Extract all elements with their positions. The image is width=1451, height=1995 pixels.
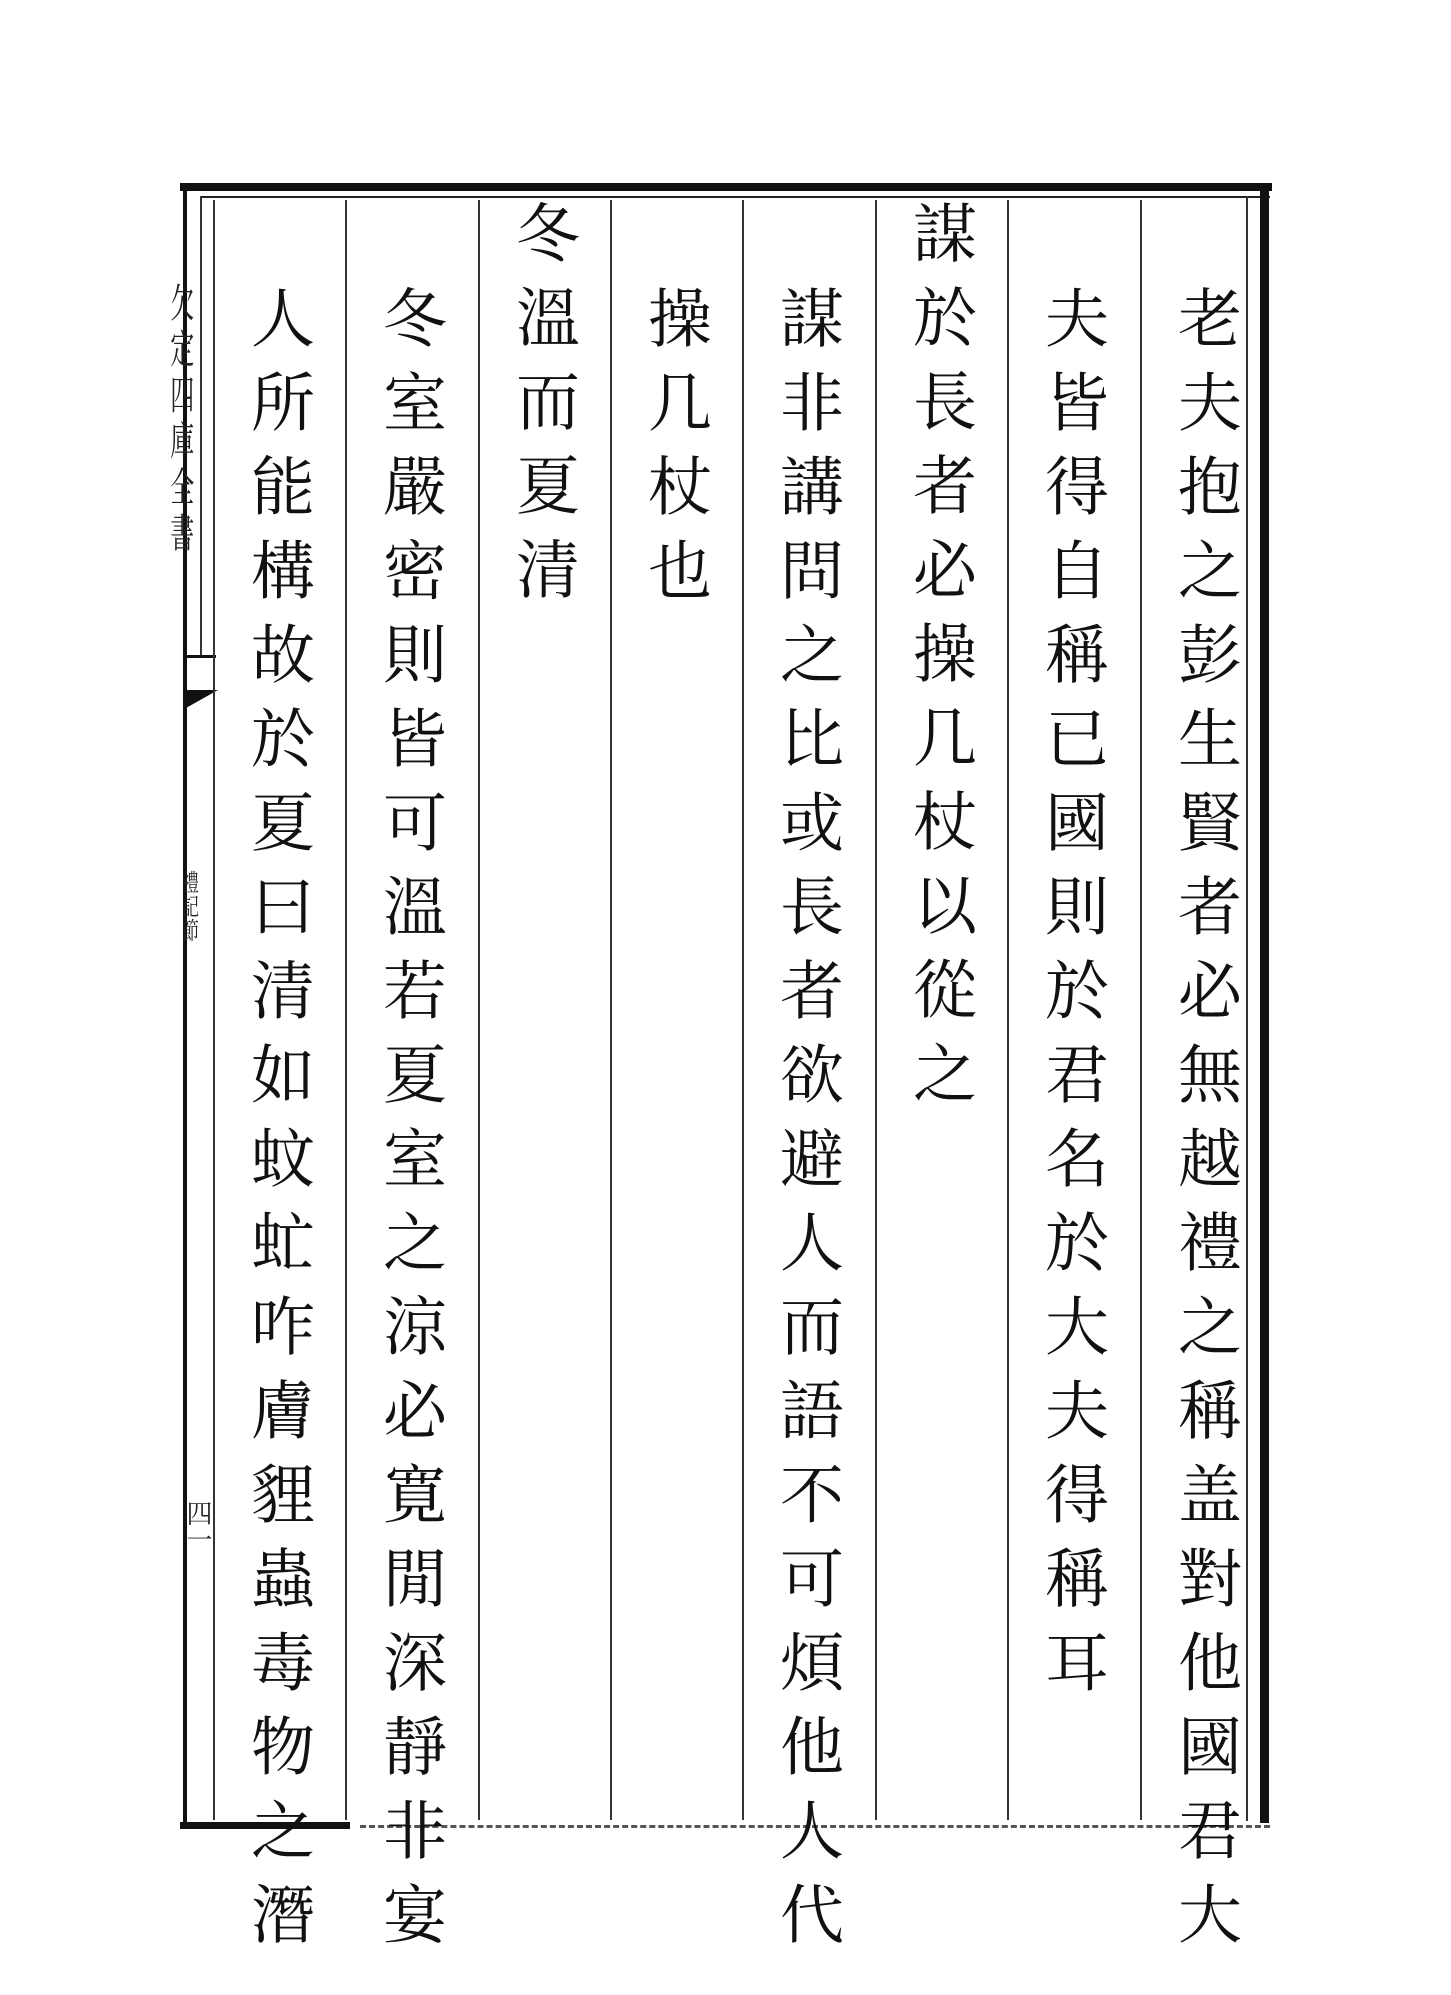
text-column-4: 謀非講問之比或長者欲避人而語不可煩他人代	[769, 285, 843, 1965]
text-column-5: 操几杖也	[637, 285, 711, 621]
text-column-2: 夫皆得自稱已國則於君名於大夫得稱耳	[1034, 285, 1108, 1713]
column-divider	[478, 200, 480, 1820]
text-column-1: 老夫抱之彭生賢者必無越禮之稱盖對他國君大	[1167, 285, 1241, 1965]
column-divider	[1007, 200, 1009, 1820]
frame-left-inner-border	[200, 196, 202, 656]
text-column-6: 冬溫而夏清	[505, 200, 579, 620]
fold-page-number: 四一	[182, 1500, 212, 1552]
column-divider	[1140, 200, 1142, 1820]
frame-top-border	[180, 183, 1272, 191]
column-divider	[213, 200, 215, 1820]
fold-title: 禮記節	[179, 870, 199, 942]
column-divider	[875, 200, 877, 1820]
column-divider	[610, 200, 612, 1820]
text-column-3: 謀於長者必操几杖以從之	[902, 200, 976, 1124]
text-column-7: 冬室嚴密則皆可溫若夏室之涼必寛閒深靜非宴	[372, 285, 446, 1965]
column-divider	[345, 200, 347, 1820]
text-column-8: 人所能構故於夏曰清如蚊虻咋膚貍蟲毒物之潛	[240, 285, 314, 1965]
frame-right-border	[1260, 183, 1269, 1823]
fish-tail-rule	[186, 655, 216, 658]
column-divider	[742, 200, 744, 1820]
fold-header-text: 欠定四庫全書	[166, 282, 194, 558]
frame-top-inner-border	[200, 196, 1270, 198]
